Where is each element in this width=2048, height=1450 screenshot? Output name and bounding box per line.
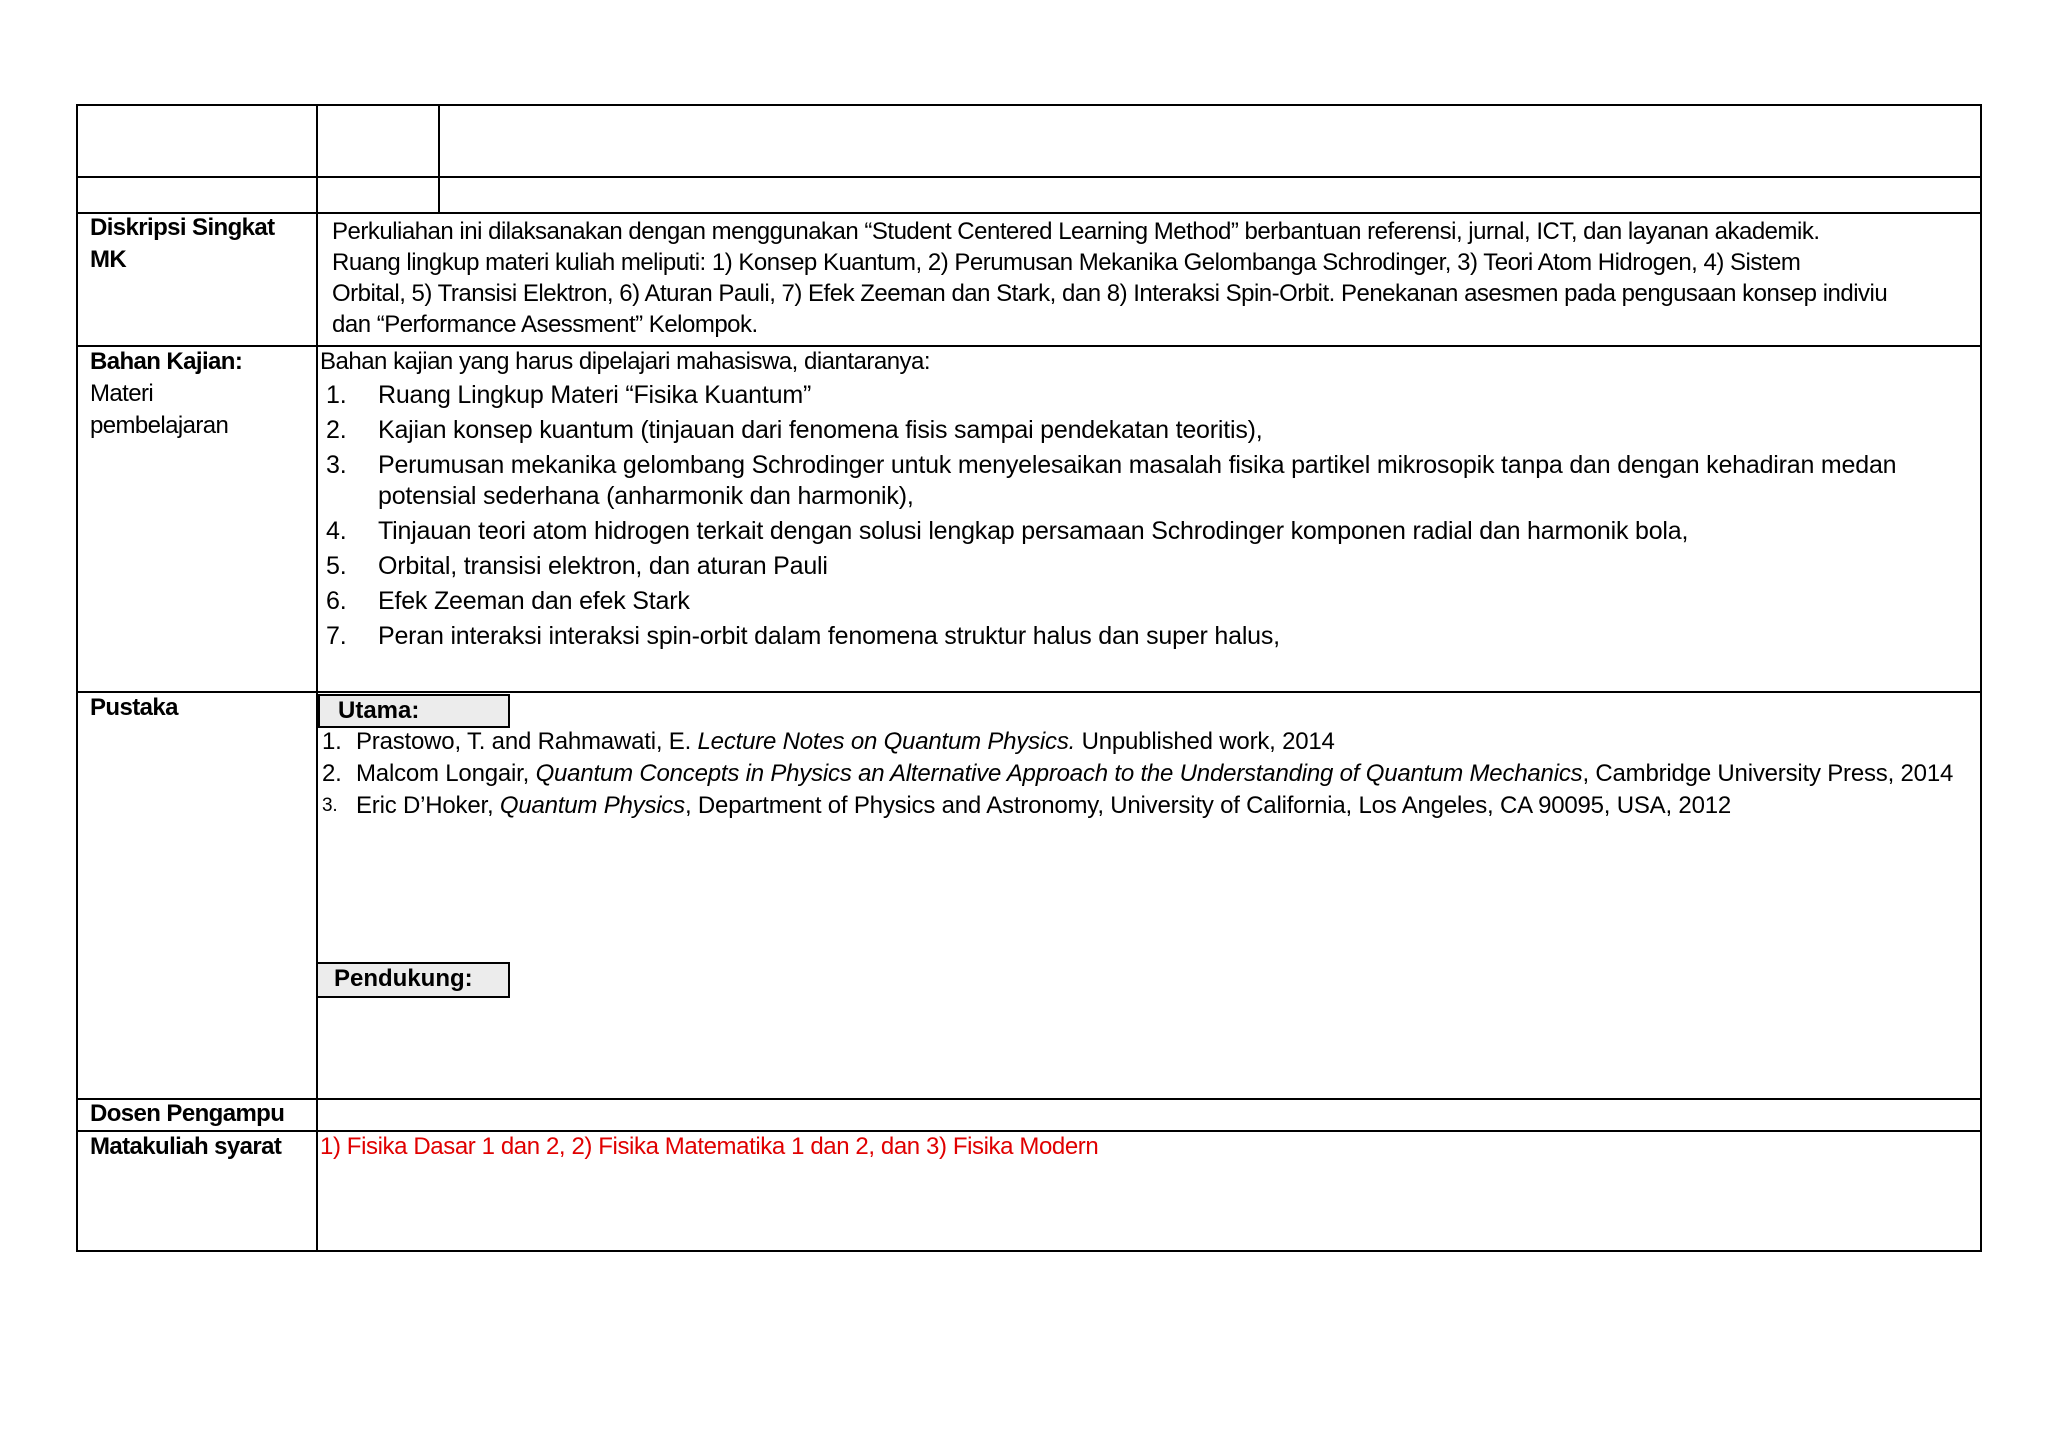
list-number: 3. xyxy=(326,451,347,479)
list-text: Efek Zeeman dan efek Stark xyxy=(378,587,690,615)
bahan-kajian-item xyxy=(326,621,1976,652)
row-divider xyxy=(78,176,1980,178)
dosen-pengampu-label: Dosen Pengampu xyxy=(90,1100,285,1127)
deskripsi-label-line2: MK xyxy=(90,246,127,273)
column-divider xyxy=(438,106,440,212)
list-number: 7. xyxy=(326,622,347,650)
reference-number: 2. xyxy=(322,760,342,787)
reference-publisher: , Department of Physics and Astronomy, University of California, Los Angeles, CA 90095, USA, 2012 xyxy=(684,792,1732,819)
row-divider xyxy=(78,691,1980,693)
bahan-kajian-intro: Bahan kajian yang harus dipelajari mahasiswa, diantaranya: xyxy=(320,348,931,375)
row-divider xyxy=(78,1098,1980,1100)
list-number: 6. xyxy=(326,587,347,615)
bahan-kajian-item xyxy=(326,586,1976,617)
reference-author: Eric D’Hoker, xyxy=(356,792,500,819)
reference-title: Lecture Notes on Quantum Physics. xyxy=(697,728,1076,755)
list-text: Orbital, transisi elektron, dan aturan Pauli xyxy=(378,552,828,580)
reference-author: Malcom Longair, xyxy=(356,760,536,787)
reference-publisher: Unpublished work, 2014 xyxy=(1075,728,1335,755)
bahan-kajian-label-bold: Bahan Kajian: xyxy=(90,348,243,375)
reference-title: Quantum Physics xyxy=(499,792,685,819)
list-number: 1. xyxy=(326,381,347,409)
list-text: Tinjauan teori atom hidrogen terkait dengan solusi lengkap persamaan Schrodinger komponen radial dan harmonik bola, xyxy=(378,517,1689,545)
bahan-kajian-label-line3: pembelajaran xyxy=(90,412,229,439)
deskripsi-line: dan “Performance Asessment” Kelompok. xyxy=(332,311,758,338)
matakuliah-syarat-label: Matakuliah syarat xyxy=(90,1133,282,1160)
reference-item xyxy=(322,726,1982,758)
bahan-kajian-item xyxy=(326,415,1976,446)
bahan-kajian-item xyxy=(326,380,1976,411)
reference-item xyxy=(322,790,1982,822)
deskripsi-line: Ruang lingkup materi kuliah meliputi: 1) Konsep Kuantum, 2) Perumusan Mekanika Gelombanga Schrodinger, 3) Teori Atom Hidrogen, 4) Sistem xyxy=(332,249,1801,276)
reference-publisher: , Cambridge University Press, 2014 xyxy=(1582,760,1954,787)
bahan-kajian-item xyxy=(326,516,1976,547)
column-divider xyxy=(316,106,318,1250)
list-text: Kajian konsep kuantum (tinjauan dari fenomena fisis sampai pendekatan teoritis), xyxy=(378,416,1263,444)
list-number: 5. xyxy=(326,552,347,580)
deskripsi-label-line1: Diskripsi Singkat xyxy=(90,214,275,241)
bahan-kajian-label-line2: Materi xyxy=(90,380,154,407)
reference-title: Quantum Concepts in Physics an Alternative Approach to the Understanding of Quantum Mechanics xyxy=(535,760,1583,787)
bahan-kajian-item xyxy=(326,450,1976,512)
bahan-kajian-label xyxy=(90,346,320,442)
list-number: 4. xyxy=(326,517,347,545)
reference-author: Prastowo, T. and Rahmawati, E. xyxy=(356,728,698,755)
list-text: Ruang Lingkup Materi “Fisika Kuantum” xyxy=(378,381,812,409)
matakuliah-syarat-value: 1) Fisika Dasar 1 dan 2, 2) Fisika Matematika 1 dan 2, dan 3) Fisika Modern xyxy=(320,1133,1099,1160)
pustaka-list xyxy=(322,726,1982,822)
deskripsi-label xyxy=(90,212,320,276)
pustaka-label: Pustaka xyxy=(90,694,178,721)
bahan-kajian-list xyxy=(326,380,1976,656)
deskripsi-text xyxy=(332,216,1982,340)
deskripsi-line: Orbital, 5) Transisi Elektron, 6) Aturan Pauli, 7) Efek Zeeman dan Stark, dan 8) Interaksi Spin-Orbit. Penekanan asesmen pada pengusaan konsep indiviu xyxy=(332,280,1888,307)
utama-subheading: Utama: xyxy=(318,694,510,728)
list-number: 2. xyxy=(326,416,347,444)
reference-number: 1. xyxy=(322,728,342,755)
reference-number: 3. xyxy=(322,795,338,816)
rps-table xyxy=(76,104,1982,1252)
bahan-kajian-item xyxy=(326,551,1976,582)
row-divider xyxy=(78,212,1980,214)
list-text: Peran interaksi interaksi spin-orbit dalam fenomena struktur halus dan super halus, xyxy=(378,622,1280,650)
list-text: Perumusan mekanika gelombang Schrodinger untuk menyelesaikan masalah fisika partikel mikrosopik tanpa dan dengan kehadiran medan potensial sederhana (anharmonik dan harmonik), xyxy=(378,451,1897,510)
deskripsi-line: Perkuliahan ini dilaksanakan dengan menggunakan “Student Centered Learning Method” berbantuan referensi, jurnal, ICT, dan layanan akademik. xyxy=(332,218,1820,245)
pendukung-subheading: Pendukung: xyxy=(316,962,510,998)
reference-item xyxy=(322,758,1982,790)
